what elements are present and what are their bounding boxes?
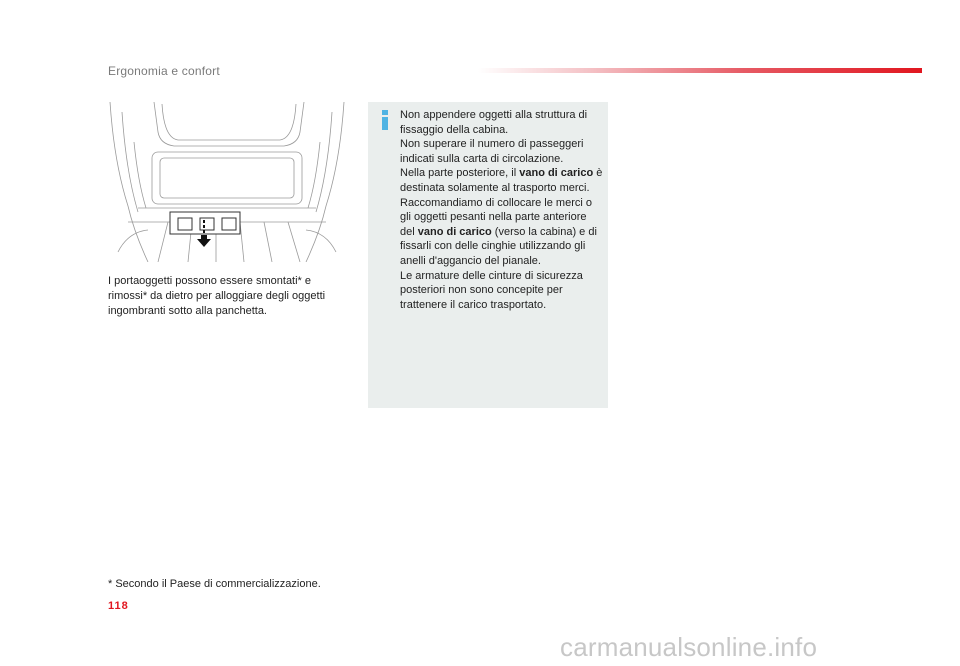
info-line: Le armature delle cinture di sicurezza posteriori non sono concepite per trattenere il carico trasportato.: [400, 269, 583, 311]
header-accent-rule: [478, 68, 922, 73]
cargo-area-illustration: [108, 102, 346, 262]
info-icon: [378, 110, 392, 130]
bold-term: vano di carico: [519, 167, 594, 180]
figure-caption: I portaoggetti possono essere smontati* e rimossi* da dietro per alloggiare degli oggetti ingombranti sotto alla panchetta.: [108, 275, 326, 317]
info-text: [400, 108, 604, 312]
info-line: Non superare il numero di passeggeri indicati sulla carta di circolazione.: [400, 138, 584, 165]
bold-term: vano di carico: [417, 225, 492, 238]
info-line: Nella parte posteriore, il vano di carico è destinata solamente al trasporto merci.: [400, 167, 603, 194]
section-title: Ergonomia e confort: [108, 64, 220, 78]
page-number: 118: [108, 600, 129, 612]
footnote: * Secondo il Paese di commercializzazione.: [108, 578, 321, 590]
watermark: carmanualsonline.info: [560, 632, 818, 662]
info-box: [368, 102, 608, 408]
info-line: Non appendere oggetti alla struttura di fissaggio della cabina.: [400, 109, 588, 136]
info-line: Raccomandiamo di collocare le merci o gli oggetti pesanti nella parte anteriore del vano di carico (verso la cabina) e di fissarli con delle cinghie utilizzando gli anelli d'aggancio del pianale.: [400, 196, 597, 267]
